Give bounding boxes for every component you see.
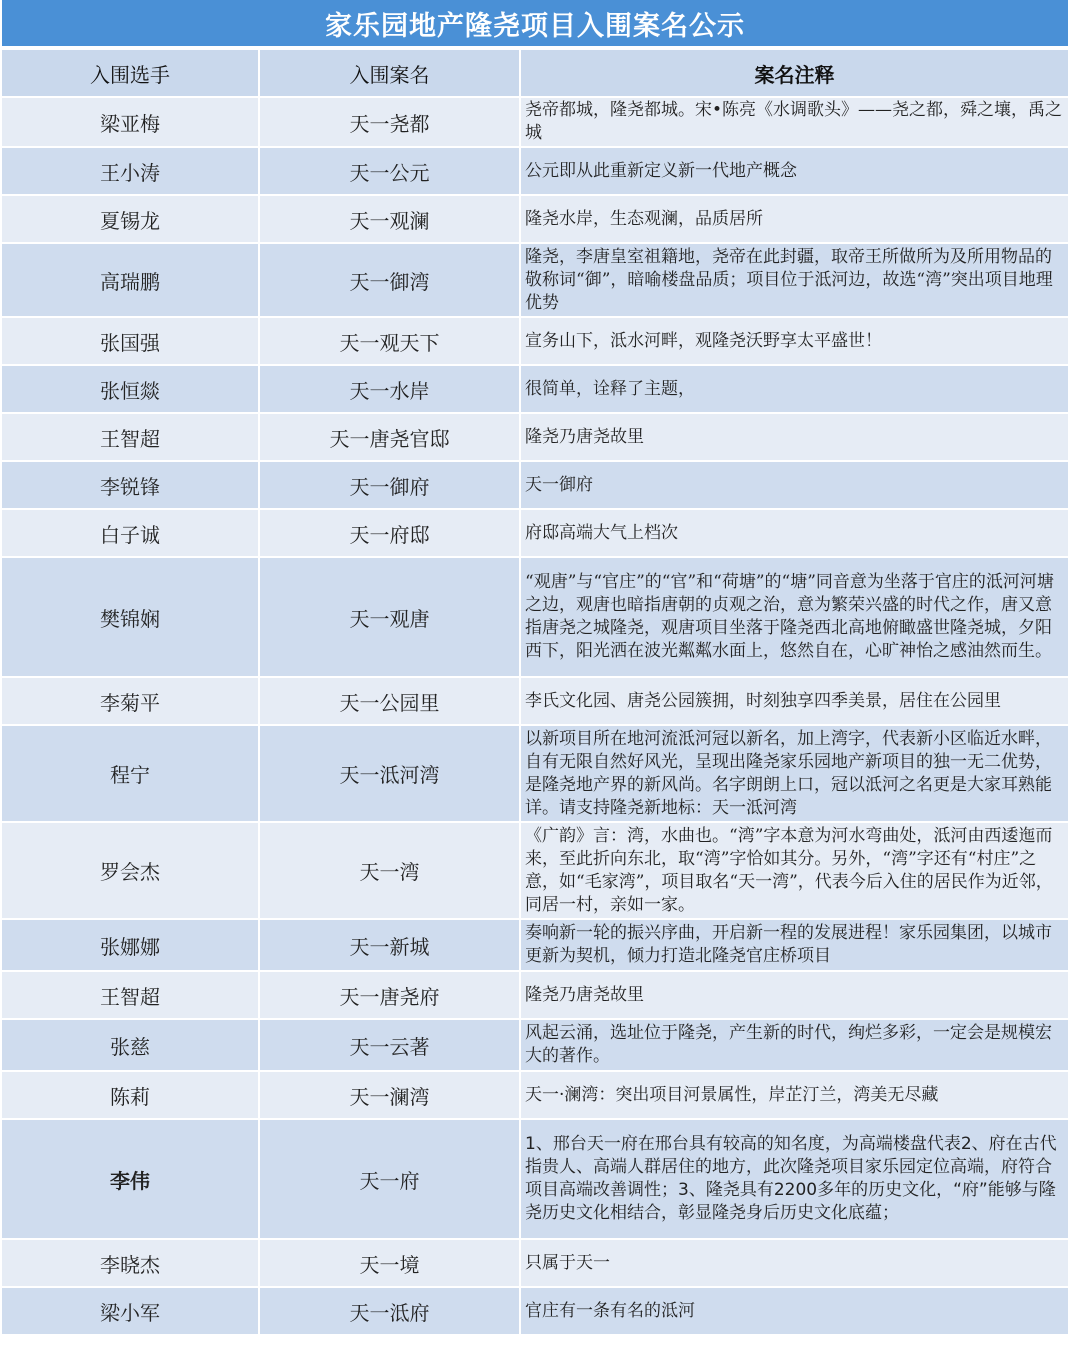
table-row bbox=[2, 678, 1068, 724]
table-row bbox=[2, 196, 1068, 242]
column-header-annotation: 案名注释 bbox=[521, 50, 1068, 96]
case-name: 天一观澜 bbox=[260, 196, 521, 242]
table-row bbox=[2, 1072, 1068, 1118]
table-row bbox=[2, 1120, 1068, 1238]
table-row bbox=[2, 462, 1068, 508]
header-row bbox=[2, 50, 1068, 96]
case-name: 天一观天下 bbox=[260, 318, 521, 364]
contestant-name: 陈莉 bbox=[2, 1072, 260, 1118]
table-row bbox=[2, 972, 1068, 1018]
table-row bbox=[2, 148, 1068, 194]
case-name: 天一公元 bbox=[260, 148, 521, 194]
table-row bbox=[2, 318, 1068, 364]
table-row bbox=[2, 244, 1068, 316]
contestant-name: 张国强 bbox=[2, 318, 260, 364]
case-annotation: 隆尧水岸，生态观澜，品质居所 bbox=[521, 196, 1068, 242]
case-name: 天一云著 bbox=[260, 1020, 521, 1070]
case-annotation: 隆尧乃唐尧故里 bbox=[521, 972, 1068, 1018]
contestant-name: 夏锡龙 bbox=[2, 196, 260, 242]
case-annotation: 《广韵》言：湾，水曲也。“湾”字本意为河水弯曲处，泜河由西逶迤而来，至此折向东北，取“湾”字恰如其分。另外，“湾”字还有“村庄”之意，如“毛家湾”，项目取名“天一湾”，代表今后入住的居民作为近邻，同居一村，亲如一家。 bbox=[521, 823, 1068, 918]
case-name: 天一御湾 bbox=[260, 244, 521, 316]
case-annotation: 风起云涌，选址位于隆尧，产生新的时代，绚烂多彩，一定会是规模宏大的著作。 bbox=[521, 1020, 1068, 1070]
case-name: 天一观唐 bbox=[260, 558, 521, 676]
case-annotation: 府邸高端大气上档次 bbox=[521, 510, 1068, 556]
case-name: 天一唐尧府 bbox=[260, 972, 521, 1018]
case-annotation: “观唐”与“官庄”的“官”和“荷塘”的“塘”同音意为坐落于官庄的泜河河塘之边，观唐也暗指唐朝的贞观之治，意为繁荣兴盛的时代之作，唐又意指唐尧之城隆尧，观唐项目坐落于隆尧西北高地俯瞰盛世隆尧城，夕阳西下，阳光洒在波光粼粼水面上，悠然自在，心旷神怡之感油然而生。 bbox=[521, 558, 1068, 676]
case-name: 天一新城 bbox=[260, 920, 521, 970]
table-row bbox=[2, 366, 1068, 412]
contestant-name: 梁小军 bbox=[2, 1288, 260, 1334]
contestant-name: 王智超 bbox=[2, 414, 260, 460]
table-row bbox=[2, 510, 1068, 556]
table-row bbox=[2, 726, 1068, 821]
case-annotation: 公元即从此重新定义新一代地产概念 bbox=[521, 148, 1068, 194]
contestant-name: 樊锦娴 bbox=[2, 558, 260, 676]
contestant-name: 王小涛 bbox=[2, 148, 260, 194]
case-annotation: 天一·澜湾：突出项目河景属性，岸芷汀兰，湾美无尽藏 bbox=[521, 1072, 1068, 1118]
case-name: 天一泜府 bbox=[260, 1288, 521, 1334]
table-row bbox=[2, 98, 1068, 146]
case-name: 天一境 bbox=[260, 1240, 521, 1286]
contestant-name: 李锐锋 bbox=[2, 462, 260, 508]
table-row bbox=[2, 1288, 1068, 1334]
contestant-name: 程宁 bbox=[2, 726, 260, 821]
contestant-name: 王智超 bbox=[2, 972, 260, 1018]
case-annotation: 很简单，诠释了主题， bbox=[521, 366, 1068, 412]
nominee-table bbox=[2, 48, 1068, 1336]
column-header-case-name: 入围案名 bbox=[260, 50, 521, 96]
case-annotation: 隆尧，李唐皇室祖籍地，尧帝在此封疆，取帝王所做所为及所用物品的敬称词“御”，暗喻楼盘品质；项目位于泜河边，故选“湾”突出项目地理优势 bbox=[521, 244, 1068, 316]
case-name: 天一湾 bbox=[260, 823, 521, 918]
case-annotation: 隆尧乃唐尧故里 bbox=[521, 414, 1068, 460]
case-name: 天一御府 bbox=[260, 462, 521, 508]
case-annotation: 1、邢台天一府在邢台具有较高的知名度，为高端楼盘代表2、府在古代指贵人、高端人群居住的地方，此次隆尧项目家乐园定位高端，府符合项目高端改善调性；3、隆尧具有2200多年的历史文化，“府”能够与隆尧历史文化相结合，彰显隆尧身后历史文化底蕴； bbox=[521, 1120, 1068, 1238]
case-annotation: 以新项目所在地河流泜河冠以新名，加上湾字，代表新小区临近水畔，自有无限自然好风光，呈现出隆尧家乐园地产新项目的独一无二优势，是隆尧地产界的新风尚。名字朗朗上口，冠以泜河之名更是大家耳熟能详。请支持隆尧新地标：天一泜河湾 bbox=[521, 726, 1068, 821]
case-name: 天一公园里 bbox=[260, 678, 521, 724]
contestant-name: 白子诚 bbox=[2, 510, 260, 556]
case-name: 天一水岸 bbox=[260, 366, 521, 412]
case-annotation: 天一御府 bbox=[521, 462, 1068, 508]
case-name: 天一尧都 bbox=[260, 98, 521, 146]
case-annotation: 奏响新一轮的振兴序曲，开启新一程的发展进程！家乐园集团，以城市更新为契机，倾力打造北隆尧官庄桥项目 bbox=[521, 920, 1068, 970]
contestant-name: 梁亚梅 bbox=[2, 98, 260, 146]
case-annotation: 只属于天一 bbox=[521, 1240, 1068, 1286]
contestant-name: 张慈 bbox=[2, 1020, 260, 1070]
contestant-name: 高瑞鹏 bbox=[2, 244, 260, 316]
table-row bbox=[2, 558, 1068, 676]
case-name: 天一府邸 bbox=[260, 510, 521, 556]
case-name: 天一府 bbox=[260, 1120, 521, 1238]
case-annotation: 官庄有一条有名的泜河 bbox=[521, 1288, 1068, 1334]
contestant-name: 张娜娜 bbox=[2, 920, 260, 970]
contestant-name: 张恒燚 bbox=[2, 366, 260, 412]
column-header-contestant: 入围选手 bbox=[2, 50, 260, 96]
contestant-name: 罗会杰 bbox=[2, 823, 260, 918]
case-name: 天一泜河湾 bbox=[260, 726, 521, 821]
case-annotation: 宣务山下，泜水河畔，观隆尧沃野享太平盛世！ bbox=[521, 318, 1068, 364]
table-row bbox=[2, 920, 1068, 970]
table-row bbox=[2, 1240, 1068, 1286]
table-row bbox=[2, 1020, 1068, 1070]
case-annotation: 李氏文化园、唐尧公园簇拥，时刻独享四季美景，居住在公园里 bbox=[521, 678, 1068, 724]
case-annotation: 尧帝都城，隆尧都城。宋•陈亮《水调歌头》——尧之都，舜之壤，禹之城 bbox=[521, 98, 1068, 146]
contestant-name: 李菊平 bbox=[2, 678, 260, 724]
contestant-name: 李晓杰 bbox=[2, 1240, 260, 1286]
case-name: 天一唐尧官邸 bbox=[260, 414, 521, 460]
page-title: 家乐园地产隆尧项目入围案名公示 bbox=[2, 0, 1068, 46]
case-name: 天一澜湾 bbox=[260, 1072, 521, 1118]
table-row bbox=[2, 414, 1068, 460]
table-row bbox=[2, 823, 1068, 918]
contestant-name: 李伟 bbox=[2, 1120, 260, 1238]
